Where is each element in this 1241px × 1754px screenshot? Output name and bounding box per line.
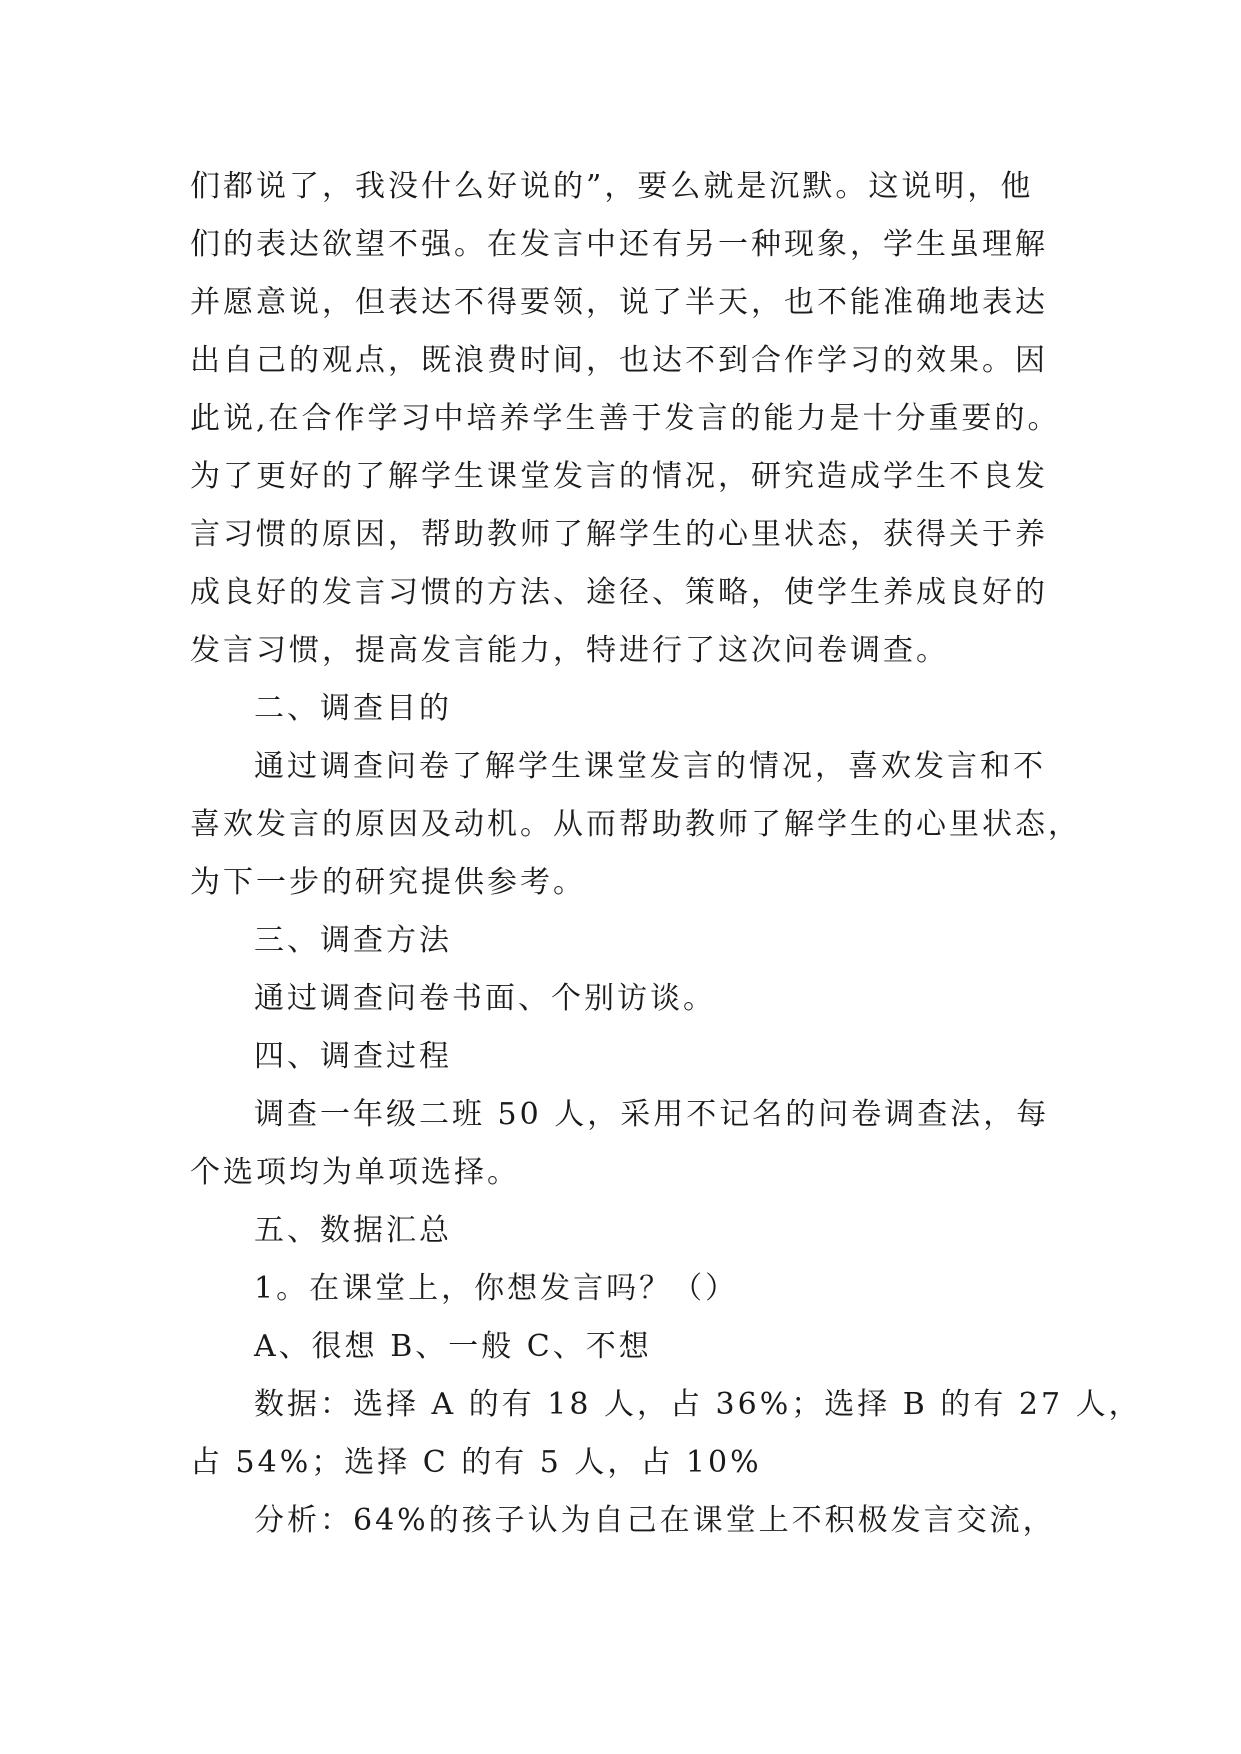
document-body: [190, 158, 1142, 1550]
text-line: 1。在课堂上，你想发言吗？（）: [254, 1271, 739, 1306]
text-line: 二、调查目的: [254, 691, 452, 726]
text-line: 数据：选择 A 的有 18 人，占 36%；选择 B 的有 27 人，: [254, 1387, 1142, 1422]
text-line: 此说,在合作学习中培养学生善于发言的能力是十分重要的。: [190, 401, 1061, 436]
text-line: 三、调查方法: [254, 923, 452, 958]
text-line: 并愿意说，但表达不得要领，说了半天，也不能准确地表达: [190, 285, 1048, 320]
text-line: A、很想 B、一般 C、不想: [254, 1329, 652, 1364]
text-line: 成良好的发言习惯的方法、途径、策略，使学生养成良好的: [190, 575, 1048, 610]
text-line: 占 54%；选择 C 的有 5 人，占 10%: [190, 1445, 762, 1480]
text-line: 调查一年级二班 50 人，采用不记名的问卷调查法，每: [254, 1097, 1050, 1132]
text-line: 个选项均为单项选择。: [190, 1155, 520, 1190]
text-line: 四、调查过程: [254, 1039, 452, 1074]
text-line: 言习惯的原因，帮助教师了解学生的心里状态，获得关于养: [190, 517, 1048, 552]
text-line: 分析：64%的孩子认为自己在课堂上不积极发言交流，: [254, 1503, 1056, 1538]
text-line: 们的表达欲望不强。在发言中还有另一种现象，学生虽理解: [190, 227, 1048, 262]
text-line: 喜欢发言的原因及动机。从而帮助教师了解学生的心里状态，: [190, 807, 1081, 842]
text-line: 通过调查问卷了解学生课堂发言的情况，喜欢发言和不: [254, 749, 1046, 784]
text-line: 五、数据汇总: [254, 1213, 452, 1248]
text-line: 通过调查问卷书面、个别访谈。: [254, 981, 716, 1016]
text-line: 们都说了，我没什么好说的”，要么就是沉默。这说明，他: [190, 169, 1034, 204]
text-line: 为下一步的研究提供参考。: [190, 865, 586, 900]
text-line: 出自己的观点，既浪费时间，也达不到合作学习的效果。因: [190, 343, 1048, 378]
text-line: 为了更好的了解学生课堂发言的情况，研究造成学生不良发: [190, 459, 1048, 494]
text-line: 发言习惯，提高发言能力，特进行了这次问卷调查。: [190, 633, 949, 668]
